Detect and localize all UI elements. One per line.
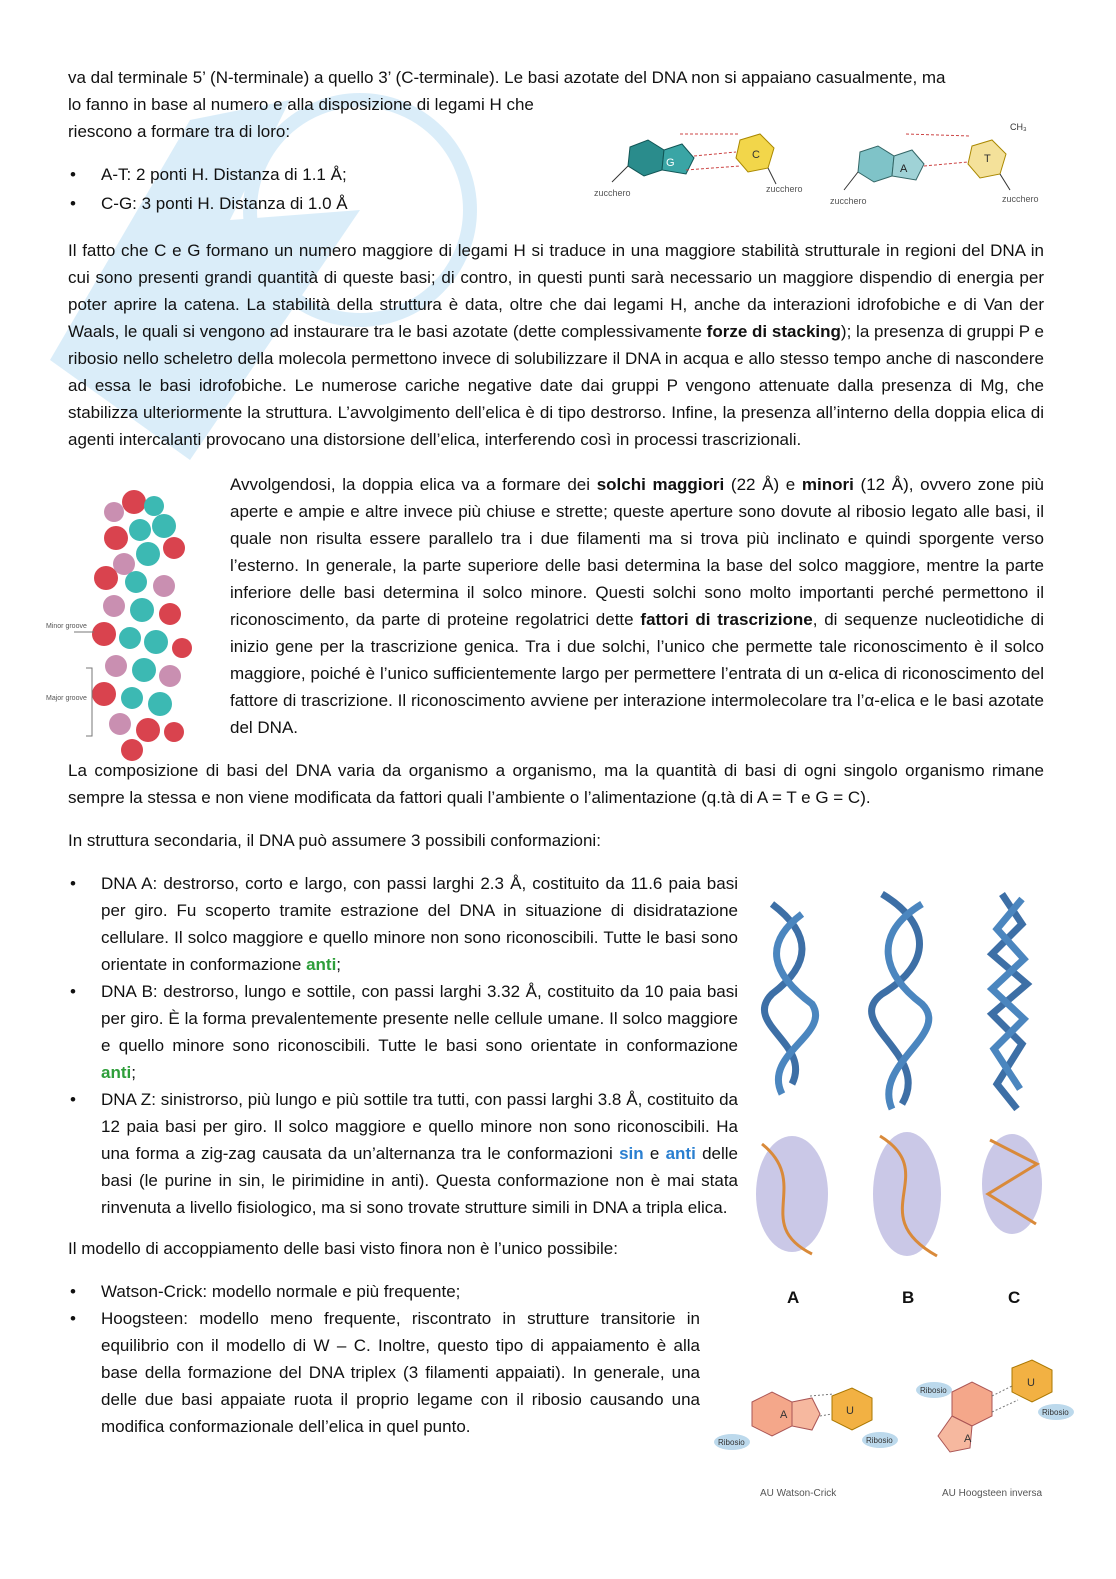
hg-a-label: A (964, 1433, 972, 1445)
left-sugar-b: zucchero (766, 184, 803, 194)
t-label: T (984, 153, 991, 165)
au-pairing-figure (712, 1352, 1082, 1502)
hg-u-label: U (1027, 1377, 1035, 1389)
intro-line-1: va dal terminale 5’ (N-terminale) a quello 3’ (C-terminale). Le basi azotate del DNA non si appaiano casualmente, ma (68, 68, 946, 87)
wc-a-label: A (780, 1409, 788, 1421)
intro-line-3: riescono a formare tra di loro: (68, 122, 291, 141)
para-models: Il modello di accoppiamento delle basi visto finora non è l’unico possibile: (68, 1239, 618, 1258)
ch3-label: CH₃ (1010, 122, 1027, 132)
minor-groove-label: Minor groove (46, 623, 87, 630)
helix-spheres (92, 490, 192, 761)
form-label-b: B (902, 1288, 915, 1307)
forms-list (68, 870, 738, 1221)
form-label-a: A (787, 1288, 800, 1307)
base-pair-figure (590, 112, 1060, 224)
left-sugar-a: zucchero (594, 188, 631, 198)
ball-stick-models (756, 1132, 1042, 1256)
major-groove-label: Major groove (46, 695, 87, 702)
hg-ribose-left: Ribosio (920, 1386, 947, 1395)
wc-u-label: U (846, 1405, 854, 1417)
form-label-c: C (1008, 1288, 1021, 1307)
para-stability: Il fatto che C e G formano un numero maggiore di legami H si traduce in una maggiore stabilità strutturale in regioni del DNA in cui sono presenti grandi quantità di queste basi; di contro, in questi punti sarà necessario un maggiore dispendio di energia per poter aprire la catena. La stabilità della struttura è data, oltre che dai legami H, anche da interazioni idrofobiche e di Van der Waals, le quali si vengono ad instaurare tra le basi azotate (dette complessivamente forze di stacking); la presenza di gruppi P e ribosio nello scheletro della molecola permettono invece di solubilizzare il DNA in acqua e allo stesso tempo anche di nascondere ad essa le basi idrofobiche. Le numerose cariche negative date dai gruppi P vengono attenuate dalla presenza di Mg, che stabilizza ulteriormente la struttura. L’avvolgimento dell’elica è di tipo destrorso. Infine, la presenza all’interno della doppia elica di agenti intercalanti provocano una distorsione dell’elica, interferendo così in processi trascrizionali. (68, 241, 1045, 449)
form-z-ribbon (992, 894, 1027, 1109)
hg-ribose-right: Ribosio (1042, 1408, 1069, 1417)
model-hoogsteen: • Hoogsteen: modello meno frequente, riscontrato in strutture transitorie in equilibrio con il modello di W – C. Inoltre, questo tipo di appaiamento è alla base della formazione del DNA triplex (3 filamenti appaiati). In generale, una delle due basi appaiate ruota il proprio legame con il ribosio causando una modifica conformazionale dell’elica in quel punto. (68, 1305, 700, 1440)
a-label: A (900, 163, 908, 175)
dna-conformations-figure (752, 884, 1052, 1264)
para-composition: La composizione di basi del DNA varia da organismo a organismo, ma la quantità di basi di ogni singolo organismo rimane sempre la stessa e non viene modificata da fattori quali l’ambiente o l’alimentazione (q.tà di A = T e G = C). (68, 761, 1044, 807)
right-sugar-b: zucchero (1002, 194, 1039, 204)
c-label: C (752, 149, 760, 161)
intro-line-2: lo fanno in base al numero e alla disposizione di legami H che (68, 95, 534, 114)
form-a: • DNA A: destrorso, corto e largo, con passi larghi 2.3 Å, costituito da 11.6 paia basi per giro. Fu scoperto tramite estrazione del DNA in situazione di disidratazione cellulare. Il solco maggiore e quello minore non sono riconoscibili. Tutte le basi sono orientate in conformazione anti; (68, 870, 738, 978)
wc-ribose-right: Ribosio (866, 1436, 893, 1445)
model-wc: • Watson-Crick: modello normale e più frequente; (68, 1278, 700, 1305)
dna-helix-model (44, 482, 216, 764)
g-label: G (666, 157, 675, 169)
form-a-ribbon (764, 904, 815, 1094)
pair-at: • A-T: 2 ponti H. Distanza di 1.1 Å; (68, 161, 588, 188)
pair-list (68, 161, 588, 217)
right-sugar-a: zucchero (830, 196, 867, 206)
form-z: • DNA Z: sinistrorso, più lungo e più sottile tra tutti, con passi larghi 3.8 Å, costituito da 12 paia basi per giro. Il solco maggiore e quello minore non sono riconoscibili. Ha una forma a zig-zag causata da un’alternanza tra le conformazioni sin e anti delle basi (le purine in sin, le pirimidine in anti). Questa conformazione non è mai stata rinvenuta a livello fisiologico, ma si sono trovate strutture simili in DNA a tripla elica. (68, 1086, 738, 1221)
form-b: • DNA B: destrorso, lungo e sottile, con passi larghi 3.32 Å, costituito da 10 paia basi per giro. È la forma prevalentemente presente nelle cellule umane. Il solco maggiore e quello minore sono riconoscibili. Tutte le basi sono orientate in conformazione anti; (68, 978, 738, 1086)
pair-cg: • C-G: 3 ponti H. Distanza di 1.0 Å (68, 190, 588, 217)
wc-ribose-left: Ribosio (718, 1438, 745, 1447)
form-b-ribbon (872, 894, 929, 1109)
hg-caption: AU Hoogsteen inversa (942, 1488, 1043, 1499)
para-secondary: In struttura secondaria, il DNA può assumere 3 possibili conformazioni: (68, 831, 601, 850)
para-grooves: Avvolgendosi, la doppia elica va a formare dei solchi maggiori (22 Å) e minori (12 Å), ovvero zone più aperte e ampie e altre invece più chiuse e strette; queste aperture sono dovute al ribosio legato alle basi, il quale non risulta essere parallelo tra i due filamenti ma si trova più inclinato e quindi sporgente verso l’esterno. In generale, la parte superiore delle basi determina la base del solco maggiore, mentre la parte inferiore delle basi determina il solco minore. Questi solchi sono molto importanti perché permettono il riconoscimento, da parte di proteine regolatrici dette fattori di trascrizione, di sequenze nucleotidiche di inizio gene per la trascrizione genica. Tra i due solchi, l’unico che permette tale riconoscimento è il solco maggiore, poiché è l’unico sufficientemente largo per permettere l’entrata di un α-elica di riconoscimento del fattore di trascrizione. Il riconoscimento avviene per interazione intermolecolare tra l’α-elica e le basi azotate del DNA. (230, 475, 1045, 737)
models-list (68, 1278, 700, 1440)
wc-caption: AU Watson-Crick (760, 1488, 837, 1499)
